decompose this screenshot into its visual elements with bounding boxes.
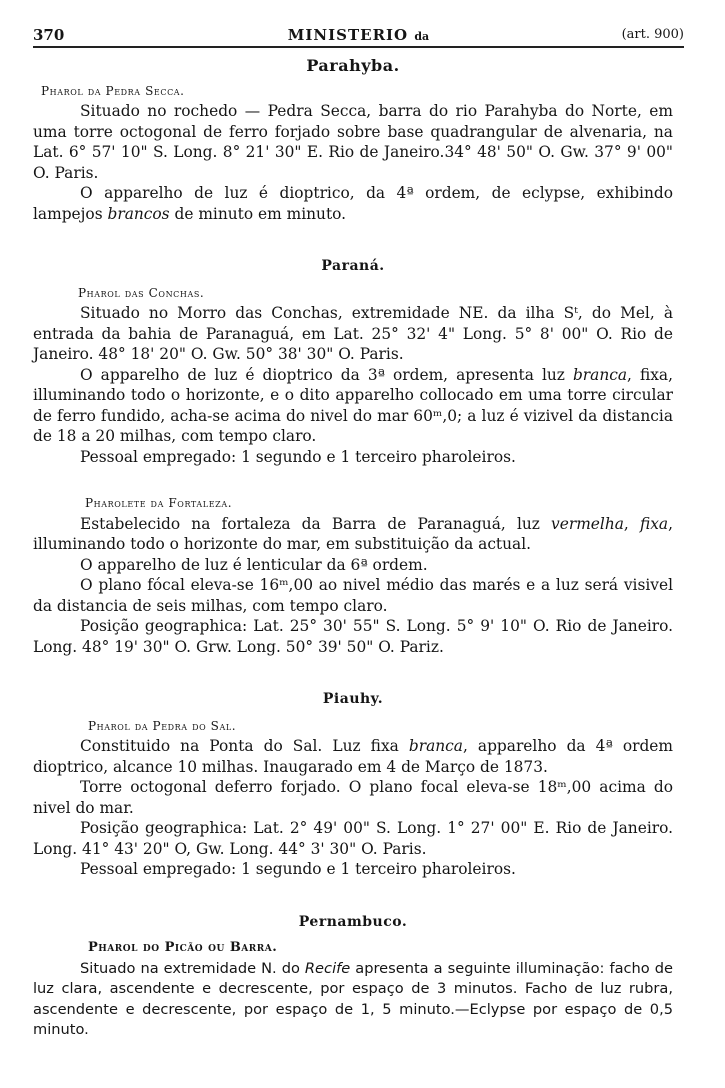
emphasis-text: brancos — [107, 204, 170, 223]
lighthouse-heading-conchas: Pharol das Conchas. — [78, 285, 205, 300]
running-title-suffix: da — [414, 30, 430, 43]
lighthouse-heading-pedra-secca: Pharol da Pedra Secca. — [41, 83, 185, 98]
text-run: O apparelho de luz é dioptrico, da 4ª ordem, de eclypse, exhibindo lampejos — [33, 184, 673, 223]
page-body — [33, 56, 673, 1041]
text-run: apresenta a seguinte illuminação: facho de luz clara, ascendente e decrescente, por espaço de 3 minutos. Facho de luz rubra, ascendente e decrescente, por espaço de 1, 5 minuto.—Eclypse por espaço de 0,5 minuto. — [33, 959, 673, 1038]
region-title-piauhy: Piauhy. — [322, 691, 384, 707]
emphasis-text: vermelha — [551, 514, 624, 533]
text-run: , fixa, illuminando todo o horizonte, e o dito apparelho collocado em uma torre circular de ferro fundido, acha-se acima do nivel do mar 60ᵐ,0; a luz é vizivel da distancia de 18 a 20 milhas, com tempo claro. — [33, 365, 673, 445]
paragraph-apparatus: O apparelho de luz é lenticular da 6ª ordem. — [80, 555, 428, 574]
emphasis-text: branca — [408, 737, 463, 755]
emphasis-text: branca — [572, 365, 628, 384]
paragraph-apparatus — [33, 183, 673, 224]
paragraph-tower: Torre octogonal deferro forjado. O plano focal eleva-se 18ᵐ,00 acima do nivel do mar. — [33, 778, 673, 817]
paragraph-position: Posição geographica: Lat. 25° 30' 55" S. Long. 5° 9' 10" O. Rio de Janeiro. Long. 48° 19' 30" O. Grw. Long. 50° 39' 50" O. Pariz. — [33, 617, 673, 656]
paragraph-location: Situado no rochedo — Pedra Secca, barra do rio Parahyba do Norte, em uma torre octogonal de ferro forjado sobre base quadrangular de alvenaria, na Lat. 6° 57' 10" S. Long. 8° 21' 30" E. Rio de Janeiro.34° 48' 50" O. Gw. 37° 9' 00" O. Paris. — [33, 102, 673, 182]
region-title-parahyba: Parahyba. — [306, 56, 400, 75]
region-title-pernambuco: Pernambuco. — [298, 913, 408, 930]
emphasis-text: Recife — [304, 959, 351, 977]
paragraph-personnel: Pessoal empregado: 1 segundo e 1 terceiro pharoleiros. — [80, 860, 516, 878]
paragraph-location: Situado no Morro das Conchas, extremidade NE. da ilha Sᵗ, do Mel, à entrada da bahia de Paranaguá, em Lat. 25° 32' 4" Long. 5° 8' 00" O. Rio de Janeiro. 48° 18' 20" O. Gw. 50° 38' 30" O. Paris. — [33, 304, 673, 363]
paragraph-establishment — [33, 514, 673, 555]
text-run: , apparelho da 4ª ordem dioptrico, alcance 10 milhas. Inaugarado em 4 de Março de 1873. — [33, 737, 673, 776]
text-run: O apparelho de luz é dioptrico da 3ª ordem, apresenta luz — [80, 365, 573, 384]
region-title-parana: Paraná. — [321, 258, 385, 274]
text-run: , illuminando todo o horizonte do mar, em substituição da actual. — [33, 514, 673, 553]
emphasis-text: fixa — [639, 514, 669, 533]
paragraph-apparatus — [33, 365, 673, 447]
paragraph-focal-plane: O plano fócal eleva-se 16ᵐ,00 ao nivel médio das marés e a luz será visivel da distancia de seis milhas, com tempo claro. — [33, 576, 673, 615]
running-title-main: MINISTERIO — [287, 26, 409, 44]
paragraph-construction — [33, 736, 673, 777]
text-run: de minuto em minuto. — [169, 204, 347, 223]
text-run: Situado na extremidade N. do — [80, 959, 305, 977]
paragraph-personnel: Pessoal empregado: 1 segundo e 1 terceiro pharoleiros. — [80, 447, 516, 466]
lighthouse-heading-picao: Pharol do Picão ou Barra. — [88, 940, 278, 955]
text-run: , — [623, 514, 640, 533]
paragraph-illumination — [33, 959, 673, 1041]
page-header — [33, 24, 684, 48]
article-reference: (art. 900) — [621, 27, 684, 42]
running-title — [33, 26, 684, 44]
text-run: Constituido na Ponta do Sal. Luz fixa — [80, 737, 409, 755]
text-run: Estabelecido na fortaleza da Barra de Paranaguá, luz — [80, 514, 552, 533]
paragraph-position: Posição geographica: Lat. 2° 49' 00" S. Long. 1° 27' 00" E. Rio de Janeiro. Long. 41° 43' 20" O, Gw. Long. 44° 3' 30" O. Paris. — [33, 819, 673, 858]
page-number: 370 — [33, 26, 65, 44]
lighthouse-heading-pedra-do-sal: Pharol da Pedra do Sal. — [88, 718, 237, 733]
lighthouse-heading-fortaleza: Pharolete da Fortaleza. — [85, 496, 233, 510]
